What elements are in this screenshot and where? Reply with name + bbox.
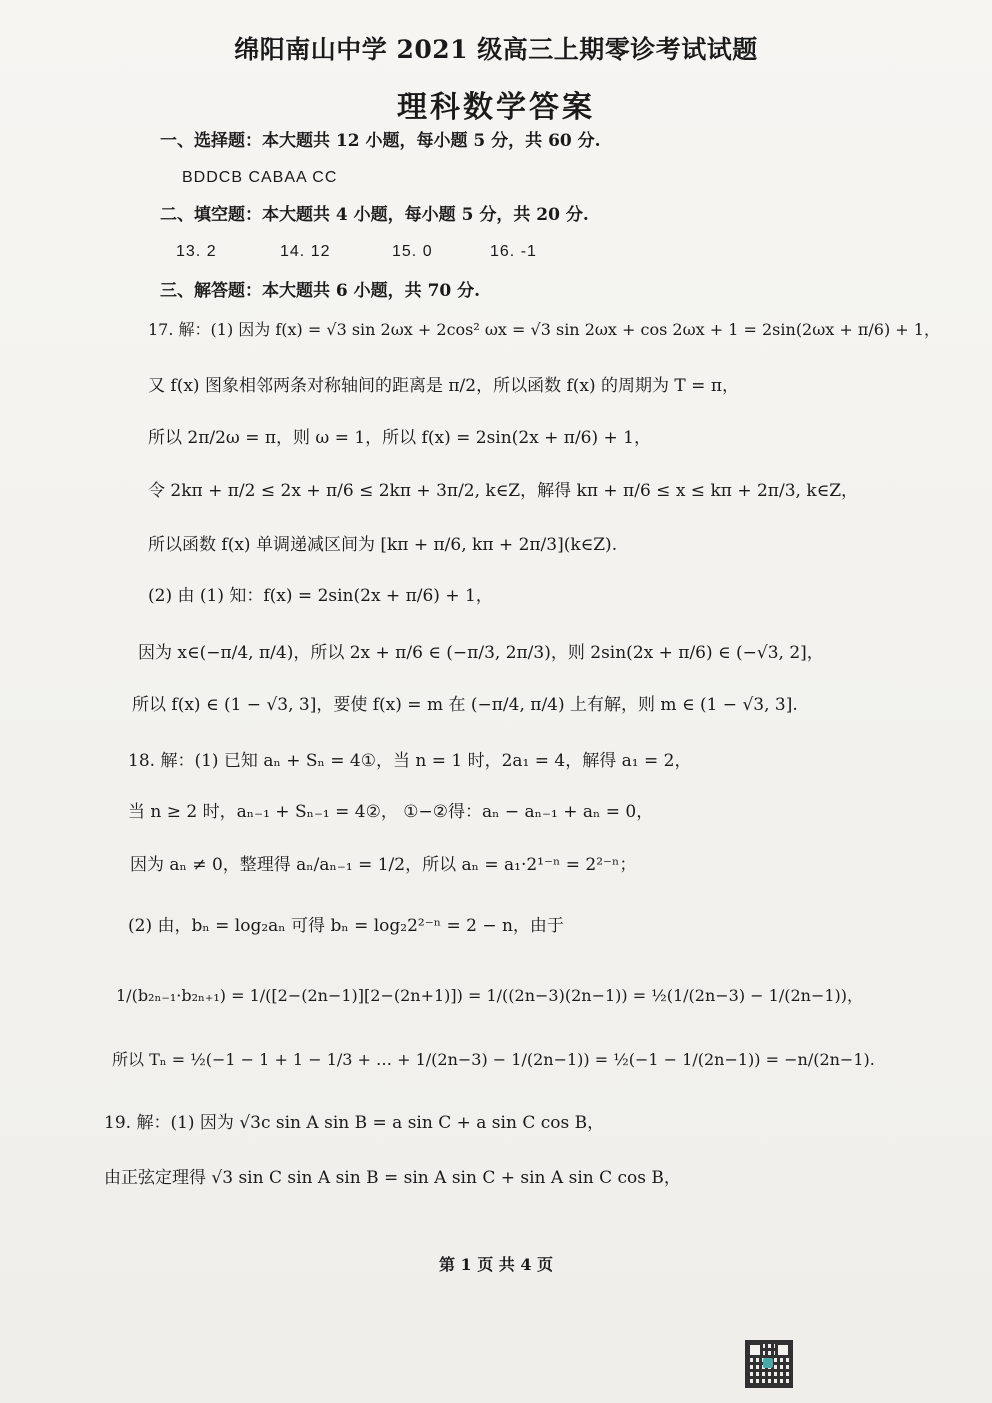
q19-line1: 19. 解：(1) 因为 √3c sin A sin B = a sin C + a sin C cos B， <box>104 1113 605 1133</box>
fill-answer-14: 14. 12 <box>280 243 331 260</box>
fill-answer-13: 13. 2 <box>176 243 217 260</box>
choice-answers: BDDCB CABAA CC <box>182 169 338 186</box>
fill-answer-16: 16. -1 <box>490 243 537 260</box>
q18-line4: (2) 由，bₙ = log₂aₙ 可得 bₙ = log₂2²⁻ⁿ = 2 − n，由于 <box>128 916 564 936</box>
section3-heading: 三、解答题：本大题共 6 小题，共 70 分. <box>160 281 481 301</box>
q17-line1: 17. 解：(1) 因为 f(x) = √3 sin 2ωx + 2cos² ωx = √3 sin 2ωx + cos 2ωx + 1 = 2sin(2ωx + π/6) + 1， <box>148 320 940 339</box>
q17-line6: (2) 由 (1) 知：f(x) = 2sin(2x + π/6) + 1， <box>148 586 493 606</box>
q18-line2: 当 n ≥ 2 时，aₙ₋₁ + Sₙ₋₁ = 4②， ①−②得：aₙ − aₙ₋₁ + aₙ = 0， <box>128 802 654 822</box>
qr-code-icon <box>745 1340 793 1388</box>
page-footer: 第 1 页 共 4 页 <box>438 1255 554 1274</box>
section2-heading: 二、填空题：本大题共 4 小题，每小题 5 分，共 20 分. <box>160 205 589 225</box>
school-title: 绵阳南山中学 2021 级高三上期零诊考试试题 <box>234 35 758 64</box>
q17-line5: 所以函数 f(x) 单调递减区间为 [kπ + π/6, kπ + 2π/3](k∈Z). <box>148 535 618 555</box>
q17-line2: 又 f(x) 图象相邻两条对称轴间的距离是 π/2，所以函数 f(x) 的周期为 T = π， <box>148 376 739 396</box>
q18-line3: 因为 aₙ ≠ 0，整理得 aₙ/aₙ₋₁ = 1/2，所以 aₙ = a₁·2¹⁻ⁿ = 2²⁻ⁿ； <box>130 855 637 875</box>
q18-line5: 1/(b₂ₙ₋₁·b₂ₙ₊₁) = 1/([2−(2n−1)][2−(2n+1)]) = 1/((2n−3)(2n−1)) = ½(1/(2n−3) − 1/(2n−1))， <box>116 986 864 1005</box>
subject-title: 理科数学答案 <box>397 90 595 125</box>
q19-line2: 由正弦定理得 √3 sin C sin A sin B = sin A sin C + sin A sin C cos B， <box>104 1168 681 1188</box>
section1-heading: 一、选择题：本大题共 12 小题，每小题 5 分，共 60 分. <box>160 131 601 151</box>
q18-line6: 所以 Tₙ = ½(−1 − 1 + 1 − 1/3 + … + 1/(2n−3) − 1/(2n−1)) = ½(−1 − 1/(2n−1)) = −n/(2n−1). <box>112 1050 875 1069</box>
q17-line3: 所以 2π/2ω = π，则 ω = 1，所以 f(x) = 2sin(2x + π/6) + 1， <box>148 428 651 448</box>
q17-line4: 令 2kπ + π/2 ≤ 2x + π/6 ≤ 2kπ + 3π/2, k∈Z，解得 kπ + π/6 ≤ x ≤ kπ + 2π/3, k∈Z， <box>148 481 859 501</box>
q17-line8: 所以 f(x) ∈ (1 − √3, 3]，要使 f(x) = m 在 (−π/4, π/4) 上有解，则 m ∈ (1 − √3, 3]. <box>132 695 798 715</box>
q17-line7: 因为 x∈(−π/4, π/4)，所以 2x + π/6 ∈ (−π/3, 2π/3)，则 2sin(2x + π/6) ∈ (−√3, 2]， <box>138 643 824 663</box>
q18-line1: 18. 解：(1) 已知 aₙ + Sₙ = 4①，当 n = 1 时，2a₁ = 4，解得 a₁ = 2， <box>128 751 692 771</box>
fill-answer-15: 15. 0 <box>392 243 433 260</box>
